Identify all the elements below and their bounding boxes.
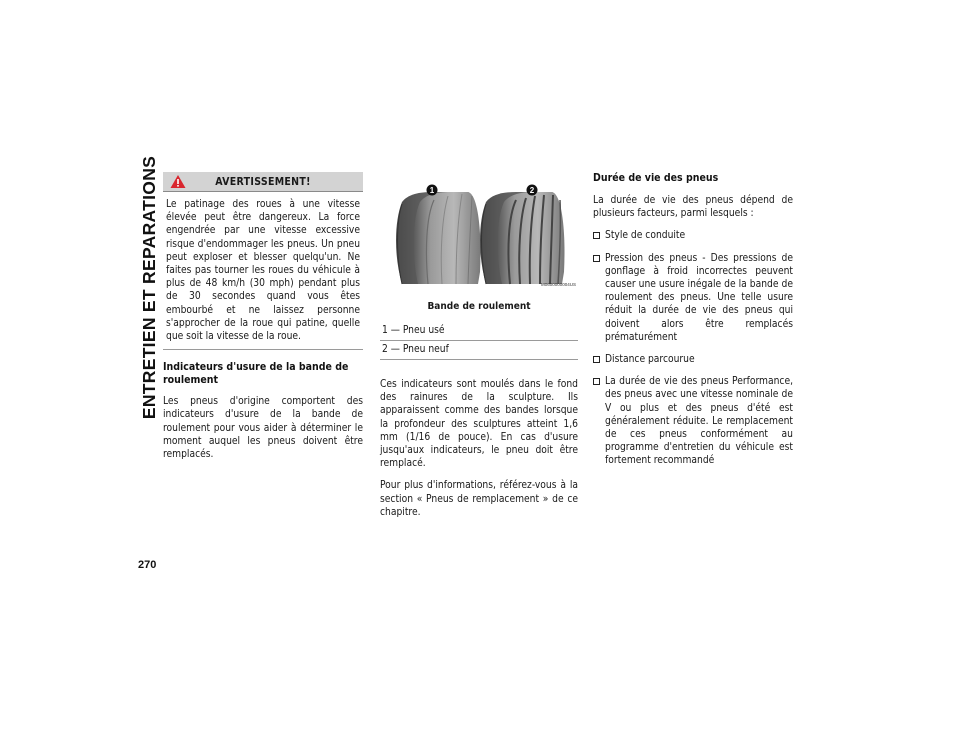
list-item: Pression des pneus - Des pressions de gonflage à froid incorrectes peuvent causer une usure inégale de la bande de roulement des pneus. Une telle usure réduit la durée de vie des pneus qui doivent alors être remplacés prématurément [593, 252, 793, 344]
tread-figure [380, 172, 578, 300]
list-item: La durée de vie des pneus Performance, des pneus avec une vitesse nominale de V ou plus et des pneus d'été est généralement réduite. Le remplacement de ces pneus conformément au programme d'entretien du véhicule est fortement recommandé [593, 375, 793, 467]
warning-title: AVERTISSEMENT! [215, 176, 311, 188]
tire-life-intro: La durée de vie des pneus dépend de plusieurs facteurs, parmi lesquels : [593, 195, 793, 220]
checkbox-bullet-icon [593, 255, 600, 262]
checkbox-bullet-icon [593, 378, 600, 385]
tire-illustration [380, 172, 578, 288]
indicators-heading: Indicateurs d'usure de la bande de roulement [163, 361, 349, 387]
indicators-paragraph-2: Pour plus d'informations, référez-vous à la section « Pneus de remplacement » de ce chapitre. [380, 480, 578, 518]
warning-header [163, 172, 363, 192]
warning-triangle-icon [170, 174, 186, 189]
legend-item-new: 2 — Pneu neuf [380, 340, 578, 359]
column-middle [380, 172, 578, 519]
new-tire-graphic [480, 192, 565, 284]
section-title: ENTRETIEN ET REPARATIONS [139, 155, 160, 419]
page-number: 270 [138, 559, 157, 571]
figure-code: M0600000004US [540, 282, 576, 287]
column-left [163, 172, 363, 461]
callout-1-label: 1 [429, 186, 435, 195]
list-item: Style de conduite [593, 229, 793, 242]
checkbox-bullet-icon [593, 232, 600, 239]
checkbox-bullet-icon [593, 356, 600, 363]
callout-2-label: 2 [529, 186, 535, 195]
warning-text: Le patinage des roues à une vitesse élevée peut être dangereux. La force engendrée par une vitesse excessive risque d'endommager les pneus. Un pneu peut exploser et blesser quelqu'un. Ne faites pas tourner les roues du véhicule à plus de 48 km/h (30 mph) pendant plus de 30 secondes quand vous êtes embourbé et ne laissez personne s'approcher de la roue qui patine, quelle que soit la vitesse de la roue. [166, 199, 360, 343]
warning-box [163, 172, 363, 350]
legend-item-worn: 1 — Pneu usé [382, 325, 445, 336]
figure-legend [380, 322, 578, 360]
column-right [593, 172, 793, 477]
figure-caption: Bande de roulement [427, 301, 531, 312]
section-title-vertical [139, 155, 161, 419]
indicators-text: Les pneus d'origine comportent des indicateurs d'usure de la bande de roulement pour vous aider à déterminer le moment auquel les pneus doivent être remplacés. [163, 396, 363, 461]
worn-tire-graphic [396, 192, 481, 284]
indicators-paragraph-1: Ces indicateurs sont moulés dans le fond des rainures de la sculpture. Ils apparaissent comme des bandes lorsque la profondeur des sculptures atteint 1,6 mm (1/16 de pouce). En cas d'usure jusqu'aux indicateurs, le pneu doit être remplacé. [380, 379, 578, 470]
list-item: Distance parcourue [593, 353, 793, 366]
tire-life-heading: Durée de vie des pneus [593, 172, 719, 184]
